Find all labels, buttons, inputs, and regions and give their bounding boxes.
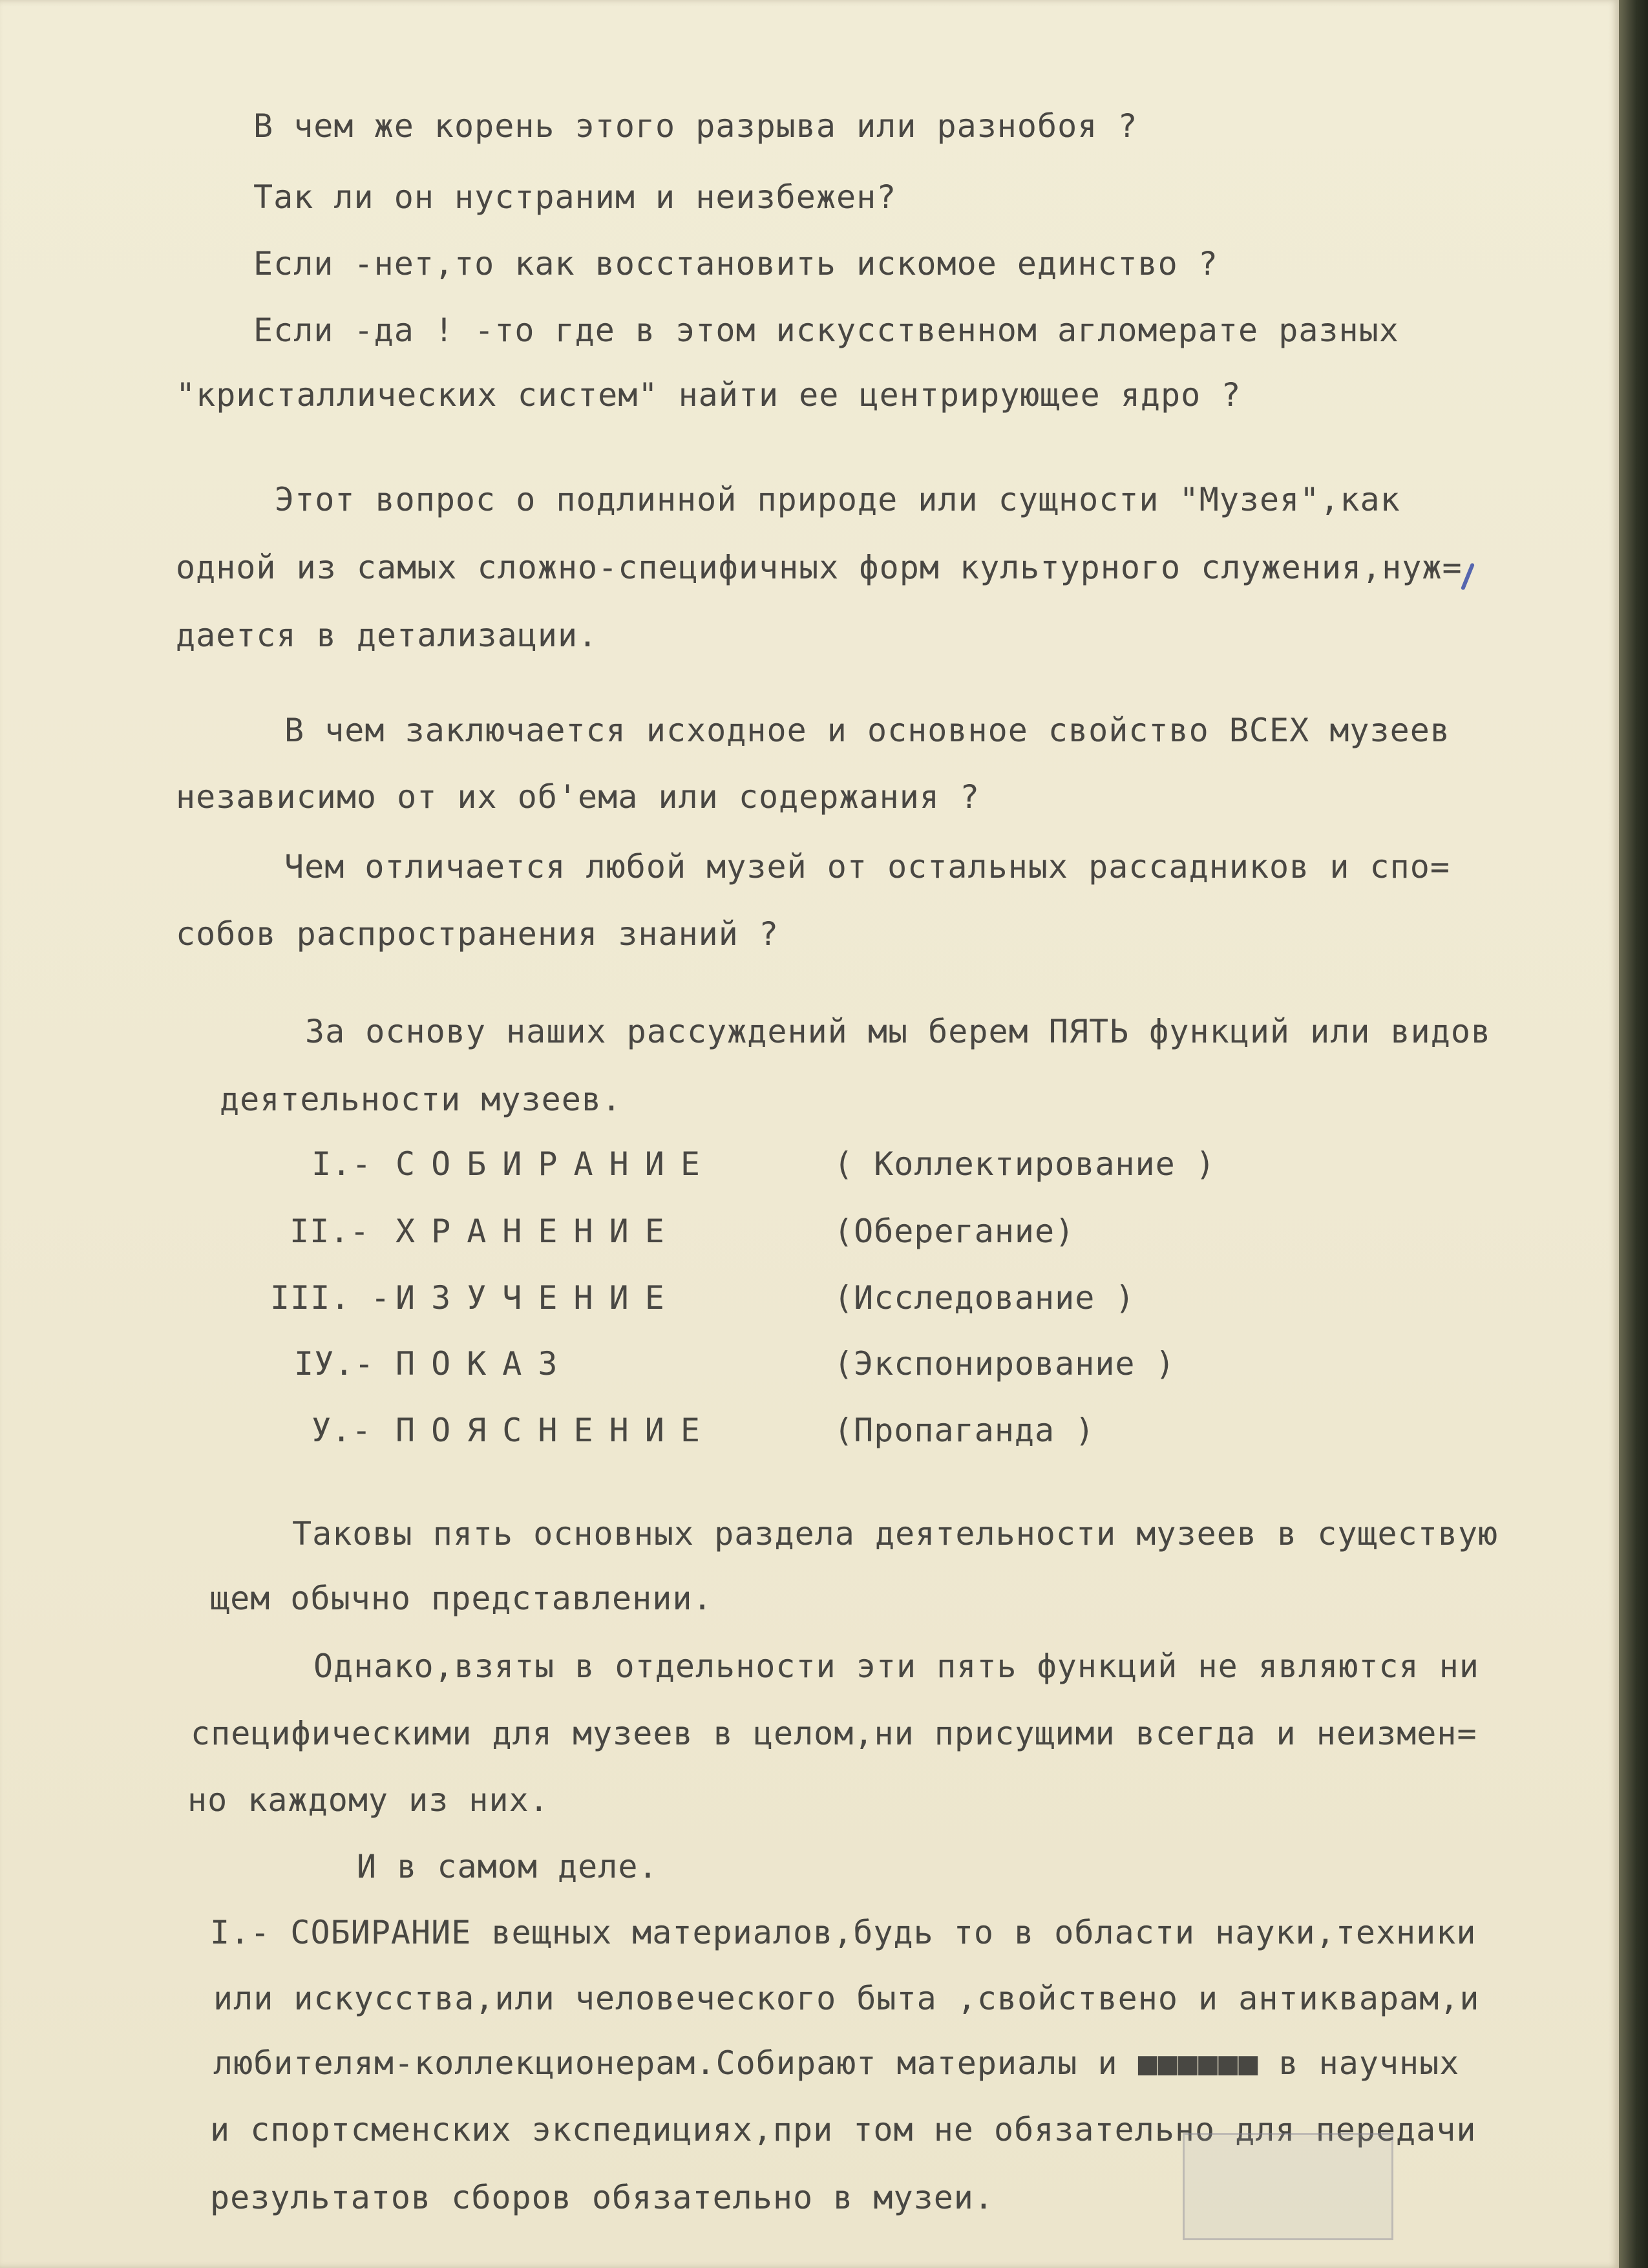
function-name: СОБИРАНИЕ [396,1145,716,1183]
function-number: III. - [270,1279,391,1317]
text-line: независимо от их об'ема или содержания ? [176,778,980,816]
faded-stamp [1183,2133,1393,2240]
function-number: II.- [290,1213,370,1250]
text-line: дается в детализации. [176,617,598,654]
text-line: Если -да ! -то где в этом искусственном агломерате разных [253,312,1399,349]
text-line: специфическими для музеев в целом,ни присущими всегда и неизмен= [191,1715,1477,1752]
text-line: "кристаллических систем" найти ее центрирующее ядро ? [176,376,1241,414]
text-line: I.- СОБИРАНИЕ вещных материалов,будь то в области науки,техники [210,1914,1477,1951]
text-line: Чем отличается любой музей от остальных рассадников и спо= [284,848,1450,885]
function-number: У.- [312,1412,372,1449]
text-line: Таковы пять основных раздела деятельности музеев в существую [292,1515,1499,1553]
text-line: или искусства,или человеческого быта ,свойствено и антикварам,и [213,1980,1480,2017]
text-line: деятельности музеев. [220,1081,622,1118]
function-note: ( Коллектирование ) [834,1145,1216,1183]
ink-correction-mark [1461,562,1475,590]
text-line: и спортсменских экспедициях,при том не обязательно для передачи [210,2111,1477,2148]
function-number: I.- [312,1145,372,1183]
function-number: IУ.- [294,1345,375,1383]
function-name: ПОЯСНЕНИЕ [396,1412,716,1449]
function-name: ПОКАЗ [396,1345,574,1383]
function-name: ИЗУЧЕНИЕ [396,1279,681,1317]
text-line: любителям-коллекционерам.Собирают материалы и ■■■■■■ в научных [213,2044,1460,2082]
function-note: (Исследование ) [834,1279,1136,1317]
text-line: И в самом деле. [357,1848,659,1885]
function-name: ХРАНЕНИЕ [396,1213,681,1250]
text-line: собов распространения знаний ? [176,915,779,953]
function-note: (Экспонирование ) [834,1345,1176,1383]
text-line: одной из самых сложно-специфичных форм культурного служения,нуж= [176,549,1463,586]
text-line: Этот вопрос о подлинной природе или сущности "Музея",как [275,481,1400,518]
text-line: В чем заключается исходное и основное свойство ВСЕХ музеев [284,712,1450,749]
function-note: (Пропаганда ) [834,1412,1095,1449]
text-line: За основу наших рассуждений мы берем ПЯТЬ функций или видов [305,1013,1492,1050]
scan-edge [1619,0,1648,2268]
text-line: В чем же корень этого разрыва или разнобоя ? [253,107,1138,145]
text-line: Так ли он нустраним и неизбежен? [253,178,897,216]
text-line: но каждому из них. [187,1781,549,1819]
text-line: щем обычно представлении. [210,1580,713,1617]
text-line: Если -нет,то как восстановить искомое единство ? [253,245,1218,282]
text-line: результатов сборов обязательно в музеи. [210,2179,994,2216]
function-note: (Оберегание) [834,1213,1075,1250]
text-line: Однако,взяты в отдельности эти пять функций не являются ни [313,1648,1479,1685]
